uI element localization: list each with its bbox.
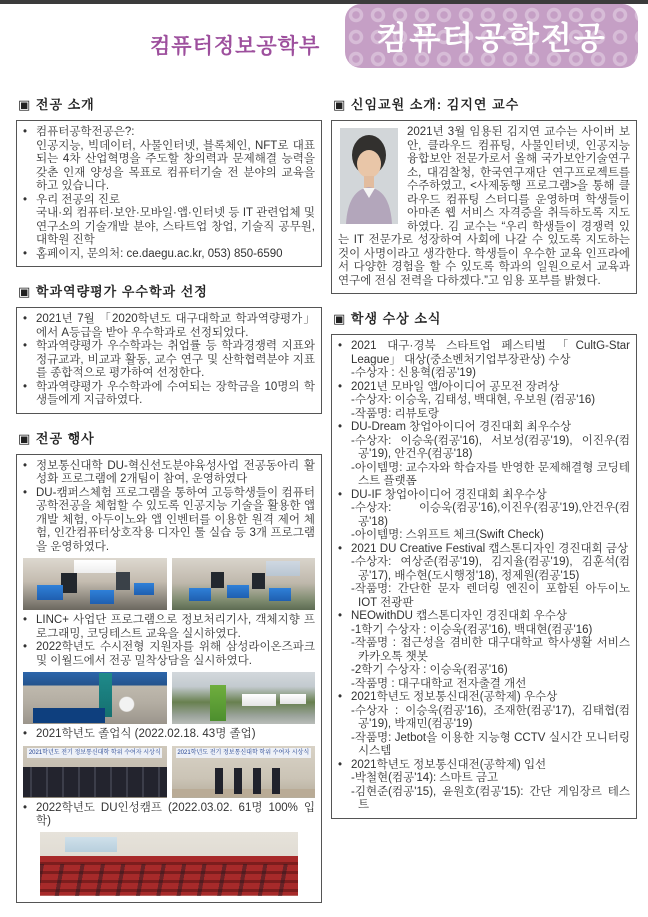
graduation-banner-text: 2021학년도 전기 정보통신대학 학위 수여자 시상식 <box>177 749 310 756</box>
bullet-dot: • <box>23 380 28 393</box>
booth-photo-1 <box>23 672 167 724</box>
section-heading-professor: ▣ 신임교원 소개: 김지연 교수 <box>333 97 520 112</box>
bullet-dot: • <box>23 614 28 626</box>
event-item: 2022학년도 수시전형 지원자를 위해 삼성라이온즈파크 및 이월드에서 전공 밀착상담을 실시하였다. <box>36 641 315 667</box>
intro-box <box>16 120 322 267</box>
list-item <box>23 248 315 262</box>
bullet-dot: • <box>338 421 343 433</box>
event-item: 정보통신대학 DU-혁신선도분야육성사업 전공동아리 활성화 프로그램에 2개팀이 참여, 운영하였다 <box>36 459 315 485</box>
bullet-dot: • <box>23 801 28 814</box>
bullet-dot: • <box>338 542 343 555</box>
evaluation-item: 2021년 7월 「2020학년도 대구대학교 학과역량평가」에서 A등급을 받아 우수학과로 선정되었다. <box>36 313 315 339</box>
intro-item-title: 홈페이지, 문의처: ce.daegu.ac.kr, 053) 850-6590 <box>36 247 283 260</box>
section-heading-evaluation: ▣ 학과역량평가 우수학과 선정 <box>18 284 208 299</box>
bullet-dot: • <box>338 610 343 622</box>
event-item: 2022학년도 DU인성캠프 (2022.03.02. 61명 100% 입학) <box>36 801 315 827</box>
award-line: -수상자: 이승욱(컴공'16),이진우(컴공'19),안건우(컴공'18) <box>351 502 630 528</box>
list-item <box>23 313 315 340</box>
award-line: -작품명: 간단한 문자 렌더링 엔진이 포함된 아두이노 IOT 전광판 <box>351 583 630 609</box>
list-item <box>23 381 315 408</box>
evaluation-item: 학과역량평가 우수학과는 취업률 등 학과경쟁력 지표와 정규교과, 비교과 활동, 교수 연구 및 산학협력분야 지표를 종합적으로 평가하여 선정한다. <box>36 340 315 379</box>
award-line: -작품명: Jetbot을 이용한 지능형 CCTV 실시간 모니터링 시스템 <box>351 731 630 757</box>
intro-item-body: 인공지능, 빅데이터, 사물인터넷, 블록체인, NFT로 대표되는 4차 산업혁명을 주도할 창의력과 문제해결 능력을 갖춘 인재 양성을 목표로 컴퓨터기술 전 분야의 교육을 하고 있습니다. <box>36 139 315 192</box>
intro-item-title: 컴퓨터공학전공은?: <box>36 126 135 138</box>
award-line: -수상자: 여상준(컴공'19), 김지율(컴공'19), 김훈석(컴공'17), 배수현(도시행정'18), 정제원(컴공'15) <box>351 556 630 582</box>
counseling-photo-row <box>23 672 315 724</box>
list-item <box>23 126 315 194</box>
list-item <box>23 487 315 555</box>
award-title: DU-Dream 창업아이디어 경진대회 최우수상 <box>351 421 572 433</box>
award-line: -수상자: 이승욱, 김태성, 백대현, 우보원 (컴공'16) <box>351 394 596 406</box>
award-line: -작품명 : 대구대학교 전자출결 개선 <box>351 677 527 690</box>
bullet-dot: • <box>23 340 28 352</box>
bullet-dot: • <box>338 488 343 501</box>
bullet-dot: • <box>338 380 343 393</box>
award-title: 2021학년도 정보통신대전(공학제) 입선 <box>351 758 547 771</box>
professor-photo <box>340 128 398 224</box>
bullet-dot: • <box>23 313 28 325</box>
award-line: -아이템명: 스위프트 체크(Swift Check) <box>351 529 544 541</box>
award-title: 2021년 모바일 앱/아이디어 공모전 장려상 <box>351 380 560 393</box>
left-column <box>16 88 322 903</box>
events-box <box>16 454 322 903</box>
section-heading-intro: ▣ 전공 소개 <box>18 97 95 112</box>
award-entry <box>338 759 630 813</box>
award-line: -김현준(컴공'15), 윤원호(컴공'15): 간단 게임장르 테스트 <box>351 785 630 811</box>
evaluation-item: 학과역량평가 우수학과에 수여되는 장학금을 10명의 학생들에게 지급하였다. <box>36 380 315 406</box>
right-column <box>331 88 637 819</box>
award-title: 2021 대구·경북 스타트업 페스티벌 「CultG-Star League」 대상(중소벤처기업부장관상) 수상 <box>351 340 630 366</box>
classroom-photo-2 <box>172 558 316 610</box>
bullet-dot: • <box>23 459 28 472</box>
award-line: -아이템명: 교수자와 학습자를 반영한 문제해결형 코딩테스트 플랫폼 <box>351 461 630 487</box>
graduation-banner-text: 2021학년도 전기 정보통신대학 학위 수여자 시상식 <box>28 749 161 756</box>
bullet-dot: • <box>23 193 28 206</box>
booth-photo-2 <box>172 672 316 724</box>
award-line: -수상자: 이승욱(컴공'16), 서보성(컴공'19), 이진우(컴공'19), 안건우(컴공'18) <box>351 434 630 460</box>
award-line: -작품명: 리뷰토랑 <box>351 407 439 420</box>
event-item: DU-캠퍼스체험 프로그램을 통하여 고등학생들이 컴퓨터공학전공을 체험할 수 있도록 인공지능 기술을 활용한 앱 개발 체험, 아두이노와 앱 인벤터를 이용한 원격 제어 체험, 인간컴퓨터상호작용 디자인 툴 실습 등 3개 프로그램을 운영하였다. <box>36 486 315 553</box>
section-heading-events: ▣ 전공 행사 <box>18 430 95 446</box>
list-item <box>23 614 315 641</box>
award-title: 2021학년도 정보통신대전(공학제) 우수상 <box>351 691 558 703</box>
award-entry <box>338 543 630 611</box>
intro-item-title: 우리 전공의 진로 <box>36 193 121 206</box>
award-entry <box>338 489 630 543</box>
classroom-photo-row <box>23 558 315 610</box>
award-entry <box>338 381 630 422</box>
bullet-dot: • <box>23 126 28 138</box>
professor-intro-text: 2021년 3월 임용된 김지연 교수는 사이버 보안, 클라우드 컴퓨팅, 사물인터넷, 인공지능 융합보안 전문가로서 올해 국가보안기술연구소, 대검찰청, 한국연구재단 연구프로젝트를 수주하였고, <사제동행 프로그램>을 통해 클라우드 컴퓨팅 스터디를 운영하며 학생들이 아마존 웹 서비스 자격증을 취득하도록 지도하였다. 김 교수는 “우리 학생들이 경쟁력 있는 IT 전문가로 성장하여 사회에 나갈 수 있도록 지도하는 것이 사명이라고 생각한다. 학생들이 우수한 교육 인프라에서 다양한 경험을 할 수 있도록 학과의 일원으로서 교육과 연구에 전심 전력을 다하겠다.”고 임용 포부를 밝혔다. <box>338 126 630 287</box>
bullet-dot: • <box>23 486 28 499</box>
list-item <box>23 728 315 742</box>
bullet-dot: • <box>338 758 343 771</box>
intro-item-body: 국내·외 컴퓨터·보안·모바일·앱·인터넷 등 IT 관련업체 및 연구소의 기술개발 분야, 스타트업 창업, 기술직 공무원, 대학원 진학 <box>36 207 315 246</box>
award-line: -수상자 : 이승욱(컴공'16), 조재한(컴공'17), 김태협(컴공'19), 박재민(컴공'19) <box>351 704 630 730</box>
award-title: 2021 DU Creative Festival 캡스톤디자인 경진대회 금상 <box>351 542 629 555</box>
award-entry <box>338 421 630 489</box>
major-badge: 컴퓨터공학전공 <box>345 4 638 68</box>
bullet-dot: • <box>338 340 343 352</box>
award-title: DU-IF 창업아이디어 경진대회 최우수상 <box>351 488 547 501</box>
auditorium-photo <box>40 832 298 896</box>
award-line: -2학기 수상자 : 이승욱(컴공'16) <box>351 664 508 676</box>
list-item <box>23 340 315 381</box>
bullet-dot: • <box>23 728 28 740</box>
award-title: NEOwithDU 캡스톤디자인 경진대회 우수상 <box>351 610 567 622</box>
bullet-dot: • <box>338 691 343 703</box>
evaluation-box <box>16 307 322 414</box>
classroom-photo-1 <box>23 558 167 610</box>
award-line: -작품명 : 접근성을 겸비한 대구대학교 학사생활 서비스 카카오톡 챗봇 <box>351 637 630 663</box>
award-line: -박철현(컴공'14): 스마트 금고 <box>351 772 499 784</box>
professor-box <box>331 120 637 294</box>
list-item <box>23 194 315 248</box>
bullet-dot: • <box>23 641 28 653</box>
award-entry <box>338 610 630 691</box>
graduation-photo-row <box>23 746 315 798</box>
event-item: 2021학년도 졸업식 (2022.02.18. 43명 졸업) <box>36 728 256 740</box>
department-label: 컴퓨터정보공학부 <box>150 35 321 58</box>
awards-box <box>331 334 637 819</box>
section-heading-awards: ▣ 학생 수상 소식 <box>333 311 442 326</box>
award-line: -1학기 수상자 : 이승욱(컴공'16), 백대현(컴공'16) <box>351 623 593 636</box>
bullet-dot: • <box>23 247 28 260</box>
award-entry <box>338 340 630 381</box>
event-item: LINC+ 사업단 프로그램으로 정보처리기사, 객체지향 프로그래밍, 코딩테스트 교육을 실시하였다. <box>36 614 315 640</box>
award-entry <box>338 691 630 759</box>
list-item <box>23 802 315 829</box>
award-line: -수상자 : 신용혁(컴공'19) <box>351 367 476 379</box>
list-item <box>23 460 315 487</box>
list-item <box>23 641 315 668</box>
graduation-photo-1 <box>23 746 167 798</box>
graduation-photo-2 <box>172 746 316 798</box>
